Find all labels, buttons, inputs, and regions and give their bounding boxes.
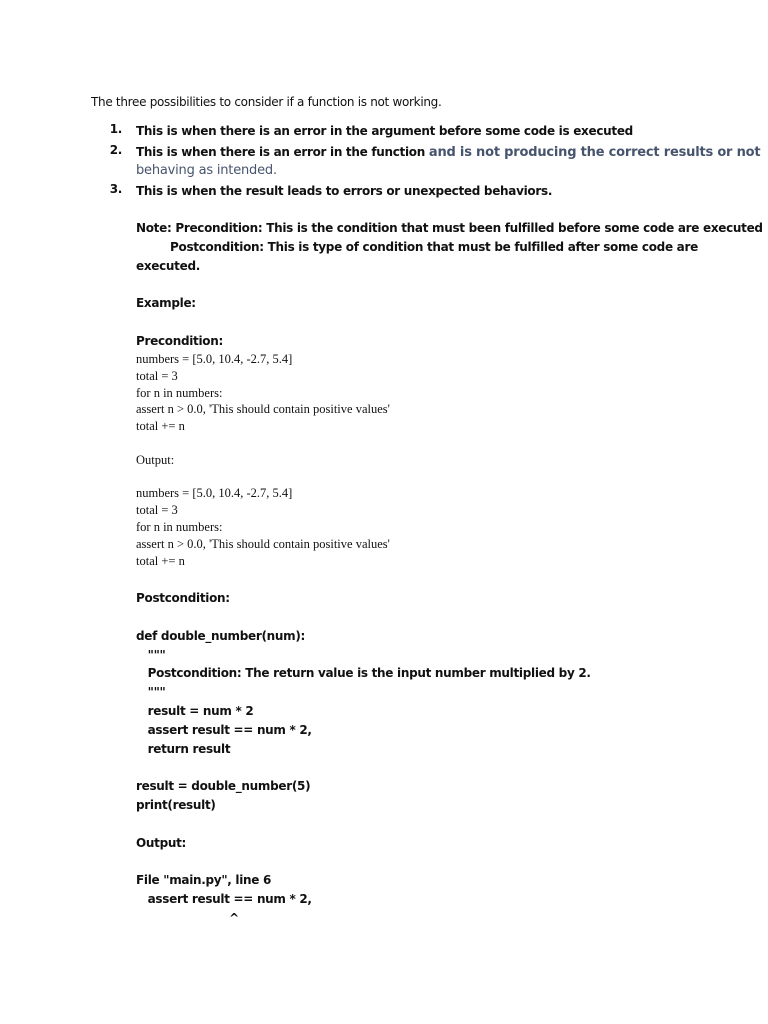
postcondition-code-line: return result	[136, 742, 231, 756]
note-line-2: Postcondition: This is type of condition that must be fulfilled after some code are	[170, 240, 698, 254]
output-code-line: total = 3	[136, 503, 178, 517]
postcondition-heading: Postcondition:	[136, 591, 230, 605]
output-code-line: total += n	[136, 554, 185, 568]
example-heading: Example:	[136, 296, 196, 310]
precondition-code-line: total += n	[136, 419, 185, 433]
postcondition-code-line: def double_number(num):	[136, 629, 306, 643]
postcondition-code-line: Postcondition: The return value is the input number multiplied by 2.	[136, 666, 591, 680]
list-item-2-highlight-cont: behaving as intended.	[136, 163, 277, 178]
list-number-1: 1.	[109, 122, 122, 136]
postcondition-code-line: result = num * 2	[136, 704, 254, 718]
note-line-3: executed.	[136, 259, 200, 273]
postcondition-code-line: """	[136, 648, 166, 662]
output-heading-2: Output:	[136, 836, 187, 850]
output-code-line: for n in numbers:	[136, 520, 223, 534]
list-number-3: 3.	[109, 182, 122, 196]
call-code-line: print(result)	[136, 798, 216, 812]
error-output-line: File "main.py", line 6	[136, 873, 272, 887]
precondition-code-line: assert n > 0.0, 'This should contain positive values'	[136, 402, 390, 416]
error-output-line: assert result == num * 2,	[136, 892, 312, 906]
postcondition-code-line: assert result == num * 2,	[136, 723, 312, 737]
list-item-2-text: This is when there is an error in the function	[136, 145, 429, 159]
call-code-line: result = double_number(5)	[136, 779, 311, 793]
output-label-1: Output:	[136, 453, 175, 467]
list-number-2: 2.	[109, 143, 122, 157]
list-item-1: This is when there is an error in the argument before some code is executed	[136, 124, 633, 138]
output-code-line: numbers = [5.0, 10.4, -2.7, 5.4]	[136, 486, 293, 500]
precondition-code-line: for n in numbers:	[136, 386, 223, 400]
output-code-line: assert n > 0.0, 'This should contain positive values'	[136, 537, 390, 551]
list-item-2	[136, 143, 760, 162]
list-item-2-highlight: and is not producing the correct results or not	[428, 145, 761, 160]
precondition-code-line: numbers = [5.0, 10.4, -2.7, 5.4]	[136, 352, 293, 366]
error-caret-line: ^	[136, 911, 239, 925]
list-item-3: This is when the result leads to errors or unexpected behaviors.	[136, 184, 553, 198]
intro-text: The three possibilities to consider if a function is not working.	[91, 95, 442, 109]
postcondition-code-line: """	[136, 685, 166, 699]
note-line-1: Note: Precondition: This is the condition that must been fulfilled before some code are executed	[136, 221, 763, 235]
precondition-code-line: total = 3	[136, 369, 178, 383]
precondition-heading: Precondition:	[136, 334, 223, 348]
